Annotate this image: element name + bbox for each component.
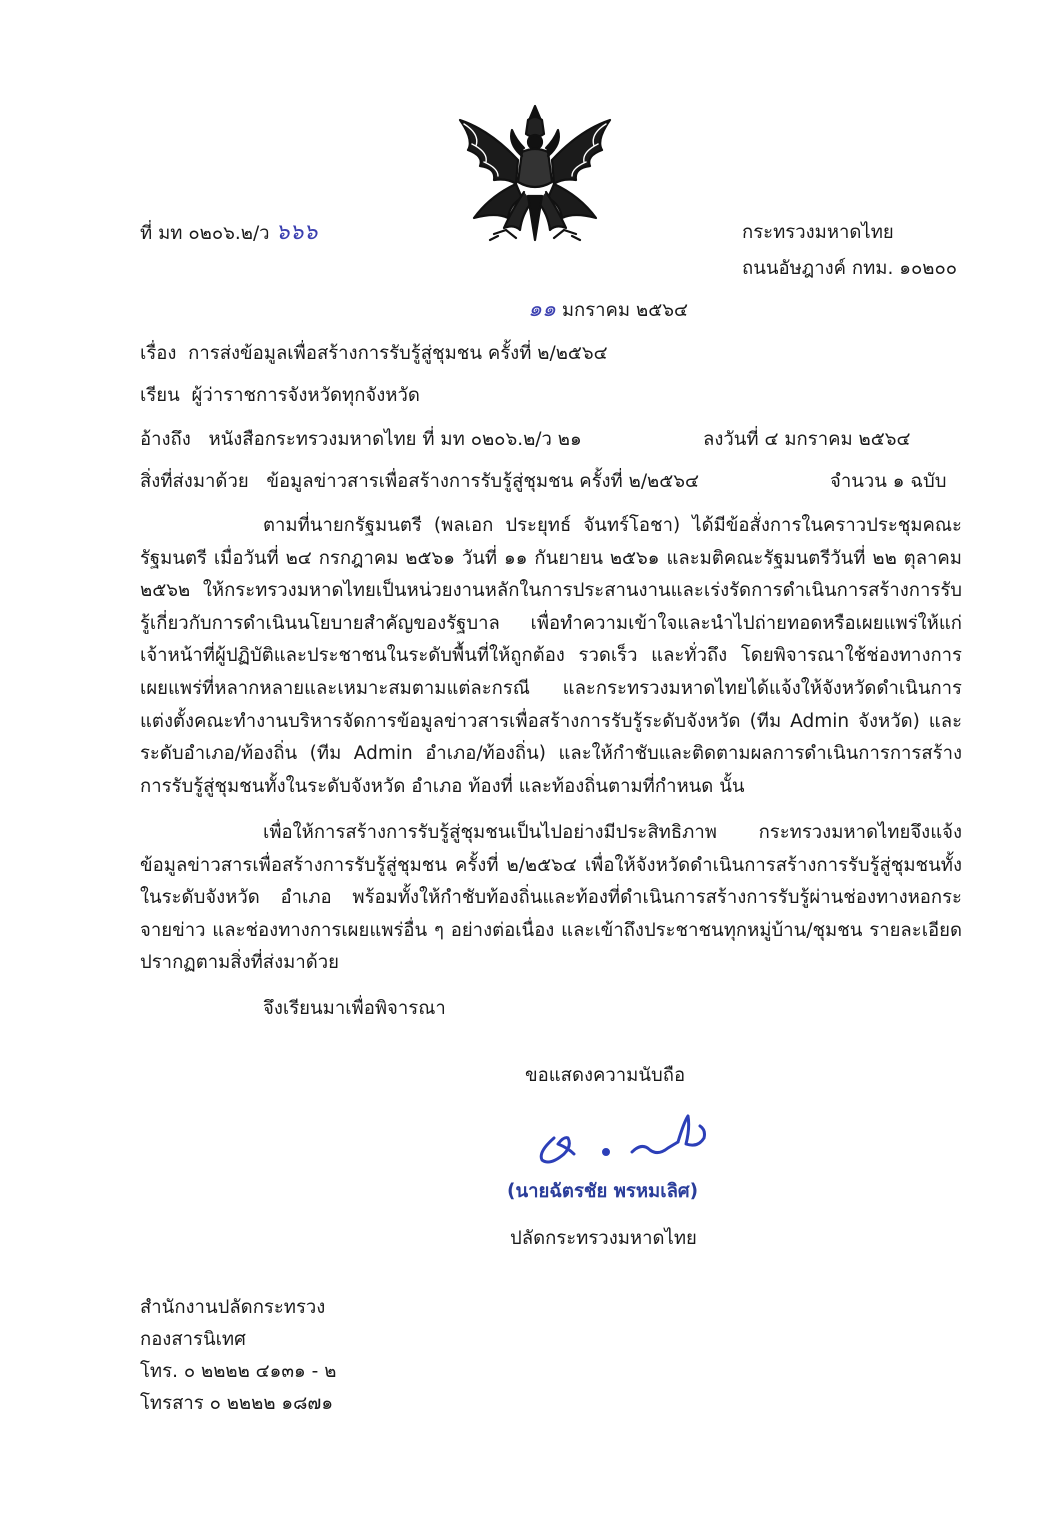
reference-line [140,424,582,456]
subject-text: การส่งข้อมูลเพื่อสร้างการรับรู้สู่ชุมชน ครั้งที่ ๒/๒๕๖๔ [188,343,608,364]
recipient-label: เรียน [140,385,180,406]
body-paragraph-2: เพื่อให้การสร้างการรับรู้สู่ชุมชนเป็นไปอย่างมีประสิทธิภาพ กระทรวงมหาดไทยจึงแจ้งข้อมูลข่าวสารเพื่อสร้างการรับรู้สู่ชุมชน ครั้งที่ ๒/๒๕๖๔ เพื่อให้จังหวัดดำเนินการสร้างการรับรู้สู่ชุมชนทั้งในระดับจังหวัด อำเภอ พร้อมทั้งให้กำชับท้องถิ่นและท้องที่ดำเนินการสร้างการรับรู้ผ่านช่องทางหอกระจายข่าว และช่องทางการเผยแพร่อื่น ๆ อย่างต่อเนื่อง และเข้าถึงประชาชนทุกหมู่บ้าน/ชุมชน รายละเอียดปรากฏตามสิ่งที่ส่งมาด้วย [140,822,962,974]
garuda-emblem-icon [450,100,620,260]
ministry-name: กระทรวงมหาดไทย [742,222,894,243]
date-month-year: มกราคม ๒๕๖๔ [561,300,688,321]
enclosure-label: สิ่งที่ส่งมาด้วย [140,471,249,492]
reference-text: หนังสือกระทรวงมหาดไทย ที่ มท ๐๒๐๖.๒/ว ๒๑ [208,429,582,450]
handwritten-ref-number: ๖๖๖ [275,220,318,245]
subject-line [140,338,608,370]
recipient-line [140,380,420,412]
ministry-address: ถนนอัษฎางค์ กทม. ๑๐๒๐๐ [742,258,958,279]
signatory-position: ปลัดกระทรวงมหาดไทย [510,1228,697,1249]
subject-label: เรื่อง [140,343,177,364]
footer-phone: โทร. ๐ ๒๒๒๒ ๔๑๓๑ - ๒ [140,1361,337,1382]
reference-date: ลงวันที่ ๔ มกราคม ๒๕๖๔ [703,429,911,450]
footer-office: สำนักงานปลัดกระทรวง [140,1297,326,1318]
letter-date [528,294,688,327]
enclosure-line [140,466,699,498]
recipient-text: ผู้ว่าราชการจังหวัดทุกจังหวัด [191,385,420,406]
enclosure-count: จำนวน ๑ ฉบับ [830,471,947,492]
footer-fax: โทรสาร ๐ ๒๒๒๒ ๑๘๗๑ [140,1393,334,1414]
salutation: ขอแสดงความนับถือ [525,1065,686,1086]
reference-prefix: ที่ มท ๐๒๐๖.๒/ว [140,223,270,244]
reference-number [140,217,317,250]
handwritten-signature-icon [528,1108,718,1168]
closing-request: จึงเรียนมาเพื่อพิจารณา [263,998,446,1019]
handwritten-date-day: ๑๑ [528,297,556,322]
enclosure-text: ข้อมูลข่าวสารเพื่อสร้างการรับรู้สู่ชุมชน ครั้งที่ ๒/๒๕๖๔ [266,471,699,492]
signatory-name: (นายฉัตรชัย พรหมเลิศ) [507,1181,699,1202]
reference-label: อ้างถึง [140,429,191,450]
footer-division: กองสารนิเทศ [140,1329,246,1350]
body-paragraph-1: ตามที่นายกรัฐมนตรี (พลเอก ประยุทธ์ จันทร์โอชา) ได้มีข้อสั่งการในคราวประชุมคณะรัฐมนตรี เมื่อวันที่ ๒๔ กรกฎาคม ๒๕๖๑ วันที่ ๑๑ กันยายน ๒๕๖๑ และมติคณะรัฐมนตรีวันที่ ๒๒ ตุลาคม ๒๕๖๒ ให้กระทรวงมหาดไทยเป็นหน่วยงานหลักในการประสานงานและเร่งรัดการดำเนินการสร้างการรับรู้เกี่ยวกับการดำเนินนโยบายสำคัญของรัฐบาล เพื่อทำความเข้าใจและนำไปถ่ายทอดหรือเผยแพร่ให้แก่เจ้าหน้าที่ผู้ปฏิบัติและประชาชนในระดับพื้นที่ให้ถูกต้อง รวดเร็ว และทั่วถึง โดยพิจารณาใช้ช่องทางการเผยแพร่ที่หลากหลายและเหมาะสมตามแต่ละกรณี และกระทรวงมหาดไทยได้แจ้งให้จังหวัดดำเนินการแต่งตั้งคณะทำงานบริหารจัดการข้อมูลข่าวสารเพื่อสร้างการรับรู้ระดับจังหวัด (ทีม Admin จังหวัด) และระดับอำเภอ/ท้องถิ่น (ทีม Admin อำเภอ/ท้องถิ่น) และให้กำชับและติดตามผลการดำเนินการการสร้างการรับรู้สู่ชุมชนทั้งในระดับจังหวัด อำเภอ ท้องที่ และท้องถิ่นตามที่กำหนด นั้น [140,515,962,797]
